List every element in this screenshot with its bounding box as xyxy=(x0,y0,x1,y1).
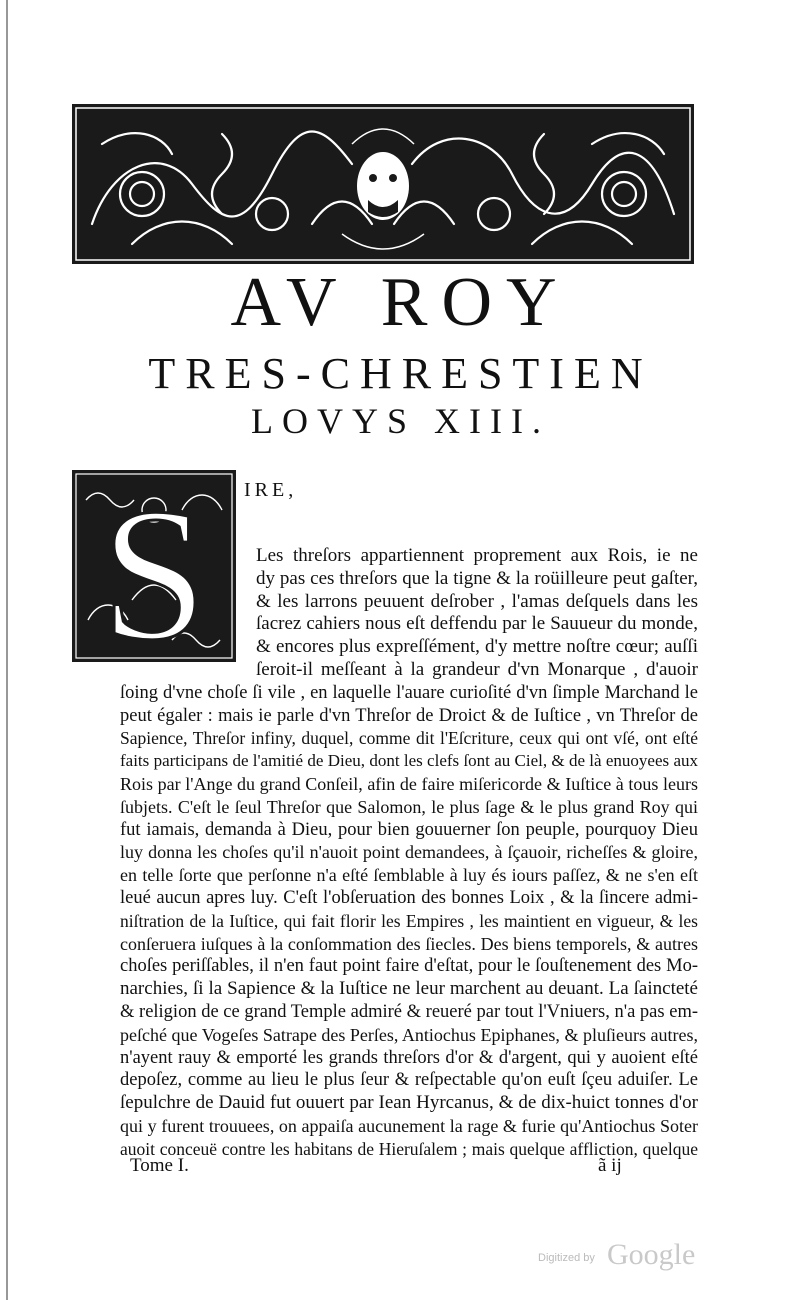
text-line: narchies, ſi la Sapience & la Iuſtice ne leur marchent au deuant. La ſaincteté xyxy=(120,978,698,1000)
salutation: IRE, xyxy=(244,479,298,501)
text-line: ſubjets. C'eſt le ſeul Threſor que Salomon, le plus ſage & le plus grand Roy qui xyxy=(120,796,698,817)
digitized-by-label: Digitized by xyxy=(538,1252,595,1264)
text-line: choſes periſſables, il n'en faut point faire d'eſtat, pour le ſouſtenement des Mo- xyxy=(120,956,698,977)
text-line: & les larrons peuuent deſrober , l'amas deſquels dans les xyxy=(256,590,698,612)
text-line: faits participans de l'amitié de Dieu, dont les clefs ſont au Ciel, & de là enuoyees aux xyxy=(120,751,698,771)
title-tres-chrestien: TRES-CHRESTIEN xyxy=(148,349,653,398)
text-line: niſtration de la Iuſtice, qui fait florir les Empires , les maintient en vigueur, & les xyxy=(120,910,698,931)
text-line: peut égaler : mais ie parle d'vn Threſor de Droict & de Iuſtice , vn Threſor de xyxy=(120,705,698,726)
text-line: fut iamais, demanda à Dieu, pour bien gouuerner ſon peuple, pourquoy Dieu xyxy=(120,819,698,840)
text-line: auoit conceuë contre les habitans de Hieruſalem ; mais quelque affliction, quelque xyxy=(120,1138,698,1159)
text-line: luy donna les choſes qu'il n'auoit point demandees, à ſçauoir, richeſſes & gloire, xyxy=(120,842,698,863)
text-line: ſepulchre de Dauid fut ouuert par Iean Hyrcanus, & de dix-huict tonnes d'or xyxy=(120,1092,698,1114)
text-line: leué aucun apres luy. C'eſt l'obſeruation des bonnes Loix , & la ſincere admi- xyxy=(120,887,698,908)
text-line: Sapience, Threſor infiny, duquel, comme dit l'Eſcriture, ceux qui ont vſé, ont eſté xyxy=(120,728,698,749)
decorative-headpiece xyxy=(72,104,694,264)
text-line: ſoing d'vne choſe ſi vile , en laquelle l'auare curioſité d'vn ſimple Marchand le xyxy=(120,682,698,703)
text-line: Rois par l'Ange du grand Conſeil, afin de faire miſericorde & Iuſtice à tous leurs xyxy=(120,773,698,794)
text-line: & religion de ce grand Temple admiré & reueré par tout l'Vniuers, n'a pas em- xyxy=(120,1001,698,1022)
svg-text:S: S xyxy=(101,470,207,662)
title-au-roy: AV ROY xyxy=(230,264,571,341)
page-edge xyxy=(6,0,8,1300)
text-line: dy pas ces threſors que la tigne & la roüilleure peut gaſter, xyxy=(256,567,698,589)
text-line: conſeruera iuſques à la conſommation des ſiecles. Des biens temporels, & autres xyxy=(120,933,698,954)
text-line: Les threſors appartiennent proprement aux Rois, ie ne xyxy=(256,545,698,566)
volume-label: Tome I. xyxy=(130,1155,189,1176)
google-watermark: Google xyxy=(607,1238,696,1271)
text-line: & encores plus expreſſément, d'y mettre noſtre cœur; auſſi xyxy=(256,636,698,658)
text-line: peſché que Vogeſes Satrape des Perſes, Antiochus Epiphanes, & pluſieurs autres, xyxy=(120,1024,698,1045)
text-line: n'ayent rauy & emporté les grands threſors d'or & d'argent, qui y auoient eſté xyxy=(120,1047,698,1068)
body-text xyxy=(120,545,698,1161)
text-line: ſacrez cahiers nous eſt deffendu par le Sauueur du monde, xyxy=(256,613,698,635)
text-line: depoſez, comme au lieu le plus ſeur & reſpectable qu'on euſt ſçeu aduiſer. Le xyxy=(120,1070,698,1091)
text-line: en telle ſorte que perſonne n'a eſté ſemblable à luy és iours paſſez, & ne s'en eſt xyxy=(120,865,698,886)
text-line: ſeroit-il meſſeant à la grandeur d'vn Monarque , d'auoir xyxy=(256,658,698,680)
signature-mark: ã ij xyxy=(598,1155,622,1176)
text-line: qui y furent trouuees, on appaiſa aucunement la rage & furie qu'Antiochus Soter xyxy=(120,1115,698,1136)
title-louis-xiii: LOVYS XIII. xyxy=(251,401,550,441)
